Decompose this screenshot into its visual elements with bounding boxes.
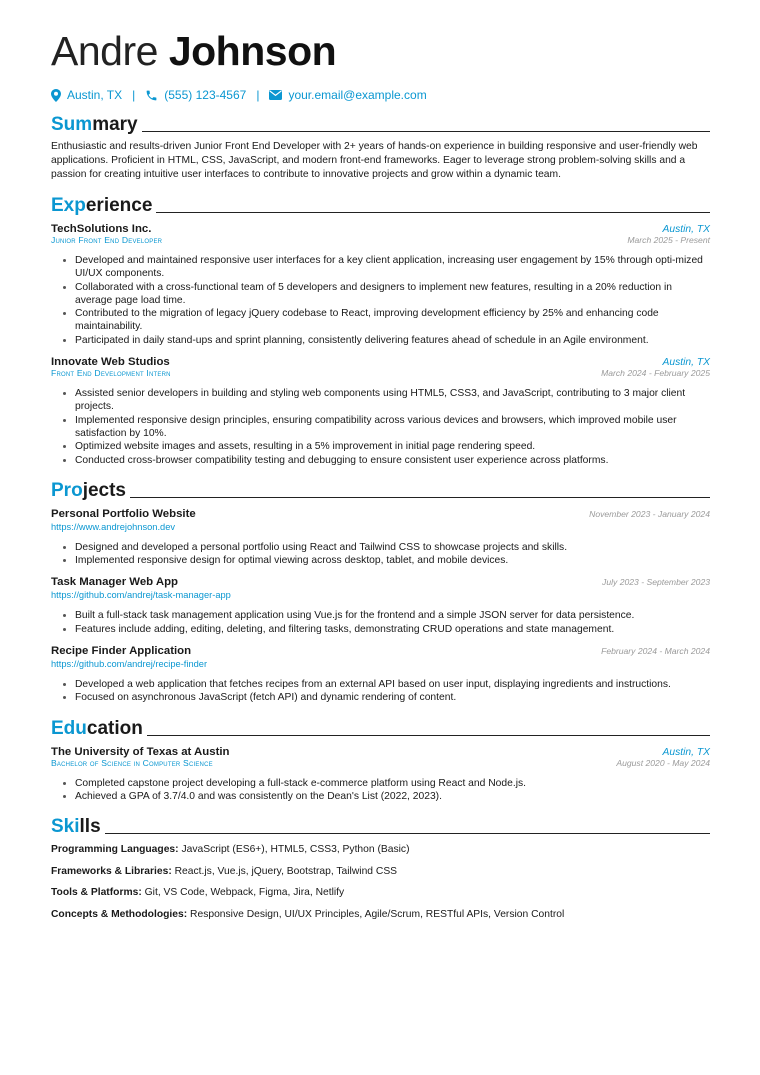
bullet-item: • Participated in daily stand-ups and sprint planning, consistently delivering features ahead of schedule in an Agile environment. — [75, 334, 710, 347]
bullet-item: • Focused on asynchronous JavaScript (fetch API) and dynamic rendering of content. — [75, 691, 710, 704]
section-header-projects — [51, 477, 710, 501]
section-title — [51, 719, 147, 739]
bullet-item: • Developed and maintained responsive user interfaces for a key client application, increasing user engagement by 15% through opti-mized UI/UX components. — [75, 254, 710, 281]
candidate-name — [51, 28, 710, 74]
phone-text[interactable]: (555) 123-4567 — [164, 88, 247, 102]
bullet-item: • Implemented responsive design for optimal viewing across desktop, tablet, and mobile devices. — [75, 554, 710, 567]
skill-value: JavaScript (ES6+), HTML5, CSS3, Python (Basic) — [181, 844, 410, 856]
job-dates: March 2025 - Present — [627, 235, 710, 245]
bullet-item: • Conducted cross-browser compatibility testing and debugging to ensure consistent user experience across platforms. — [75, 454, 710, 467]
section-header-skills — [51, 813, 710, 837]
map-pin-icon — [51, 89, 61, 102]
bullet-list — [51, 387, 710, 467]
bullet-item: • Designed and developed a personal portfolio using React and Tailwind CSS to showcase projects and skills. — [75, 541, 710, 554]
company-name: TechSolutions Inc. — [51, 223, 152, 235]
section-rule — [130, 497, 710, 498]
contact-separator: | — [256, 88, 260, 102]
education-entry — [51, 746, 710, 804]
contact-email[interactable] — [269, 88, 426, 102]
bullet-item: • Developed a web application that fetches recipes from an external API based on user input, displaying ingredients and instructions. — [75, 678, 710, 691]
project-name: Personal Portfolio Website — [51, 507, 196, 520]
bullet-list — [51, 678, 710, 705]
project-name: Task Manager Web App — [51, 576, 179, 589]
bullet-item: • Assisted senior developers in building and styling web components using HTML5, CSS3, and JavaScript, contributing to 3 major client projects. — [75, 387, 710, 414]
skill-row — [51, 886, 710, 900]
bullet-item: • Built a full-stack task management application using Vue.js for the frontend and a simple JSON server for data persistence. — [75, 609, 710, 622]
first-name: Andre — [51, 28, 158, 74]
job-location: Austin, TX — [662, 357, 710, 369]
section-title-accent: Ski — [51, 816, 80, 838]
bullet-item: • Features include adding, editing, deleting, and filtering tasks, demonstrating CRUD operations and state management. — [75, 623, 710, 636]
section-header-summary — [51, 111, 710, 135]
skill-label: Tools & Platforms: — [51, 887, 142, 899]
contact-location — [51, 88, 122, 102]
project-dates: July 2023 - September 2023 — [602, 577, 710, 588]
section-header-education — [51, 715, 710, 739]
experience-entry — [51, 356, 710, 467]
project-dates: November 2023 - January 2024 — [589, 508, 710, 519]
project-entry — [51, 508, 710, 568]
job-location: Austin, TX — [662, 224, 710, 235]
experience-entry — [51, 223, 710, 347]
envelope-icon — [269, 90, 282, 100]
bullet-item: • Implemented responsive design principles, ensuring compatibility across various devices and browsers, which improved mobile user satisfaction by 10%. — [75, 414, 710, 441]
skills-list — [51, 843, 710, 921]
summary-text: Enthusiastic and results-driven Junior Front End Developer with 2+ years of hands-on experience in building responsive and user-friendly web applications. Proficient in HTML, CSS, JavaScript, and modern front-end frameworks. Eager to leverage strong problem-solving skills and a passion for creating intuitive user interfaces to contribute to innovative projects and grow within a dynamic team. — [51, 141, 698, 180]
skill-row — [51, 908, 710, 922]
project-name: Recipe Finder Application — [51, 645, 192, 658]
contact-bar — [51, 87, 710, 103]
bullet-item: • Optimized website images and assets, resulting in a 5% improvement in initial page rendering speed. — [75, 440, 710, 453]
bullet-item: • Achieved a GPA of 3.7/4.0 and was consistently on the Dean's List (2022, 2023). — [75, 790, 710, 803]
skill-label: Frameworks & Libraries: — [51, 865, 172, 877]
section-title — [51, 481, 130, 501]
skill-label: Concepts & Methodologies: — [51, 908, 188, 920]
skill-row — [51, 843, 710, 857]
project-entry — [51, 576, 710, 636]
section-header-experience — [51, 192, 710, 216]
bullet-list — [51, 609, 710, 636]
section-rule — [105, 833, 710, 834]
phone-icon — [145, 89, 158, 102]
project-link[interactable]: https://github.com/andrej/recipe-finder — [51, 659, 208, 670]
section-rule — [147, 735, 710, 736]
section-title-accent: Exp — [51, 195, 86, 216]
bullet-item: • Contributed to the migration of legacy jQuery codebase to React, improving development efficiency by 25% and enhancing code maintainability. — [75, 307, 710, 334]
job-role: Junior Front End Developer — [51, 235, 163, 245]
skill-value: Git, VS Code, Webpack, Figma, Jira, Netlify — [144, 887, 345, 899]
bullet-item: • Completed capstone project developing a full-stack e-commerce platform using React and Node.js. — [75, 777, 710, 790]
section-title — [51, 196, 156, 216]
skill-row — [51, 865, 710, 879]
section-title-accent: Sum — [51, 114, 93, 135]
last-name: Johnson — [168, 28, 337, 74]
location-text: Austin, TX — [67, 88, 123, 102]
section-title-rest: mary — [92, 114, 138, 135]
section-title — [51, 817, 105, 837]
bullet-item: • Collaborated with a cross-functional team of 5 developers and designers to implement new features, resulting in a 20% reduction in average page load time. — [75, 281, 710, 308]
section-title-rest: erience — [85, 195, 153, 216]
section-rule — [142, 131, 710, 132]
contact-phone[interactable] — [145, 88, 246, 102]
section-title-accent: Pro — [51, 479, 83, 501]
section-title — [51, 115, 142, 135]
project-link[interactable]: https://www.andrejohnson.dev — [51, 521, 176, 532]
skill-value: Responsive Design, UI/UX Principles, Agile/Scrum, RESTful APIs, Version Control — [190, 908, 565, 920]
section-title-rest: jects — [82, 479, 126, 501]
section-rule — [156, 212, 710, 213]
job-role: Front End Development Intern — [51, 368, 171, 379]
skill-value: React.js, Vue.js, jQuery, Bootstrap, Tailwind CSS — [174, 865, 398, 877]
school-location: Austin, TX — [662, 746, 710, 758]
school-name: The University of Texas at Austin — [51, 745, 230, 758]
skill-label: Programming Languages: — [51, 844, 179, 856]
project-link[interactable]: https://github.com/andrej/task-manager-app — [51, 590, 231, 601]
project-entry — [51, 645, 710, 705]
job-dates: March 2024 - February 2025 — [601, 368, 710, 379]
section-title-accent: Edu — [51, 717, 87, 739]
section-title-rest: cation — [86, 717, 143, 739]
degree: Bachelor of Science in Computer Science — [51, 757, 213, 768]
bullet-list — [51, 541, 710, 568]
bullet-list — [51, 254, 710, 347]
section-title-rest: lls — [79, 816, 101, 838]
project-dates: February 2024 - March 2024 — [601, 646, 710, 657]
email-link[interactable]: your.email@example.com — [288, 88, 427, 102]
education-dates: August 2020 - May 2024 — [616, 757, 710, 768]
company-name: Innovate Web Studios — [51, 356, 170, 369]
bullet-list — [51, 777, 710, 804]
contact-separator: | — [132, 88, 136, 102]
